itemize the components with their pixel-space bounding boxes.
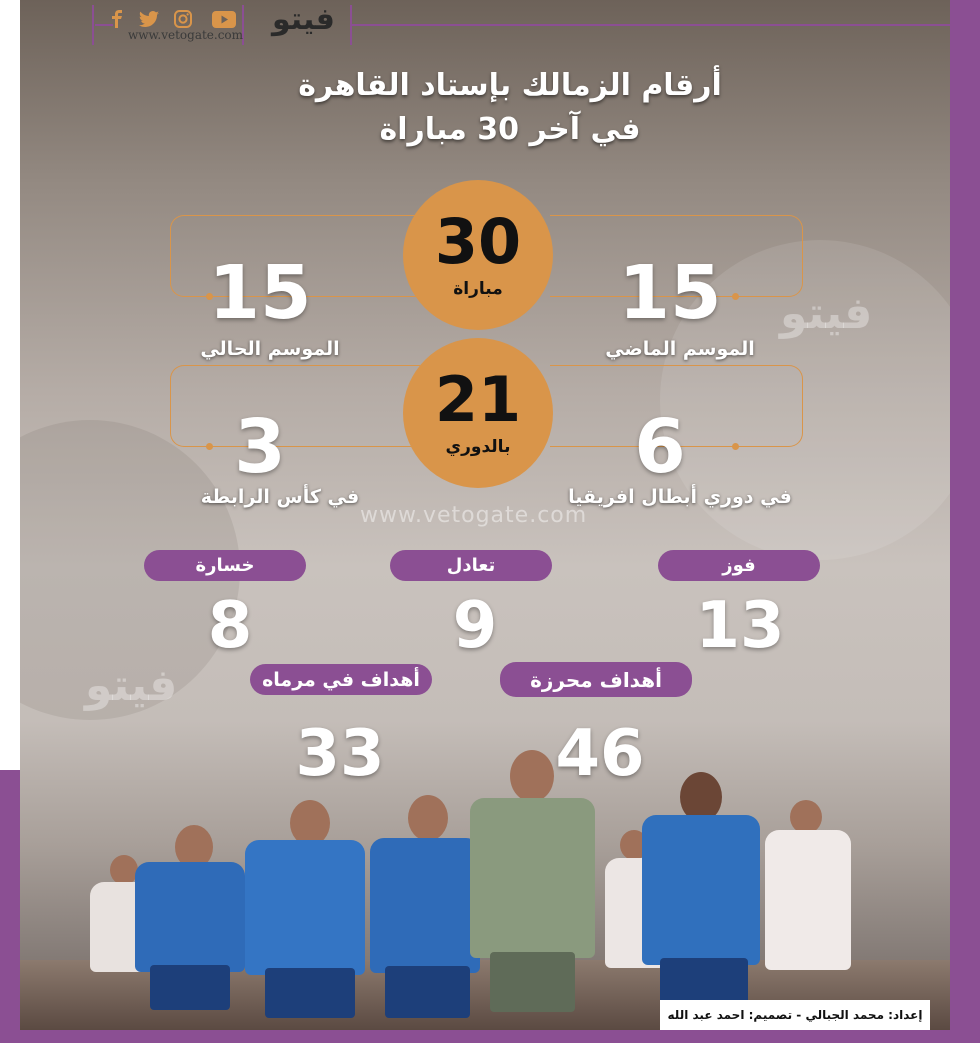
- twitter-icon[interactable]: [138, 8, 160, 30]
- win-value: 13: [695, 589, 785, 663]
- last-season-value: 15: [618, 250, 722, 336]
- goals-scored-value: 46: [555, 717, 645, 791]
- bracket-dot: [732, 443, 739, 450]
- league-matches-circle: [403, 338, 553, 488]
- loss-label: خسارة: [144, 550, 306, 581]
- instagram-icon[interactable]: [172, 8, 194, 30]
- frame-right-bar: [950, 0, 980, 1043]
- youtube-icon[interactable]: [210, 8, 238, 30]
- total-matches-circle: [403, 180, 553, 330]
- draw-value: 9: [452, 589, 498, 663]
- watermark-logo: فيتو: [780, 288, 873, 339]
- credit-box: إعداد: محمد الجبالي - تصميم: احمد عبد الله: [660, 1000, 930, 1030]
- page-title-line1: أرقام الزمالك بإستاد القاهرة: [298, 68, 722, 103]
- league-matches-value: 21: [434, 363, 522, 436]
- header-divider: [92, 5, 94, 45]
- draw-label: تعادل: [390, 550, 552, 581]
- win-label: فوز: [658, 550, 820, 581]
- page-title-line2: في آخر 30 مباراة: [379, 112, 641, 147]
- caf-value: 6: [634, 404, 686, 490]
- vetogate-logo: فيتو: [272, 2, 335, 37]
- frame-left-bar: [0, 770, 20, 1043]
- current-season-value: 15: [208, 250, 312, 336]
- site-url: www.vetogate.com: [128, 28, 244, 42]
- facebook-icon[interactable]: [106, 8, 128, 30]
- current-season-label: الموسم الحالي: [200, 338, 340, 360]
- league-cup-value: 3: [234, 404, 286, 490]
- watermark-url: www.vetogate.com: [360, 503, 588, 528]
- watermark-logo: فيتو: [85, 660, 178, 711]
- caf-label: في دوري أبطال افريقيا: [568, 486, 792, 508]
- header-rule-right: [350, 24, 950, 26]
- goals-scored-label: أهداف محرزة: [500, 662, 692, 697]
- goals-conceded-value: 33: [295, 717, 385, 791]
- total-matches-value: 30: [434, 205, 522, 278]
- goals-conceded-label: أهداف في مرماه: [250, 664, 432, 695]
- league-matches-label: بالدوري: [445, 437, 511, 457]
- infographic-canvas: [20, 0, 950, 1030]
- frame-bottom-bar: [0, 1030, 980, 1043]
- last-season-label: الموسم الماضي: [605, 338, 755, 360]
- bracket-dot: [732, 293, 739, 300]
- loss-value: 8: [207, 589, 253, 663]
- league-cup-label: في كأس الرابطة: [200, 486, 360, 508]
- total-matches-label: مباراة: [453, 279, 503, 299]
